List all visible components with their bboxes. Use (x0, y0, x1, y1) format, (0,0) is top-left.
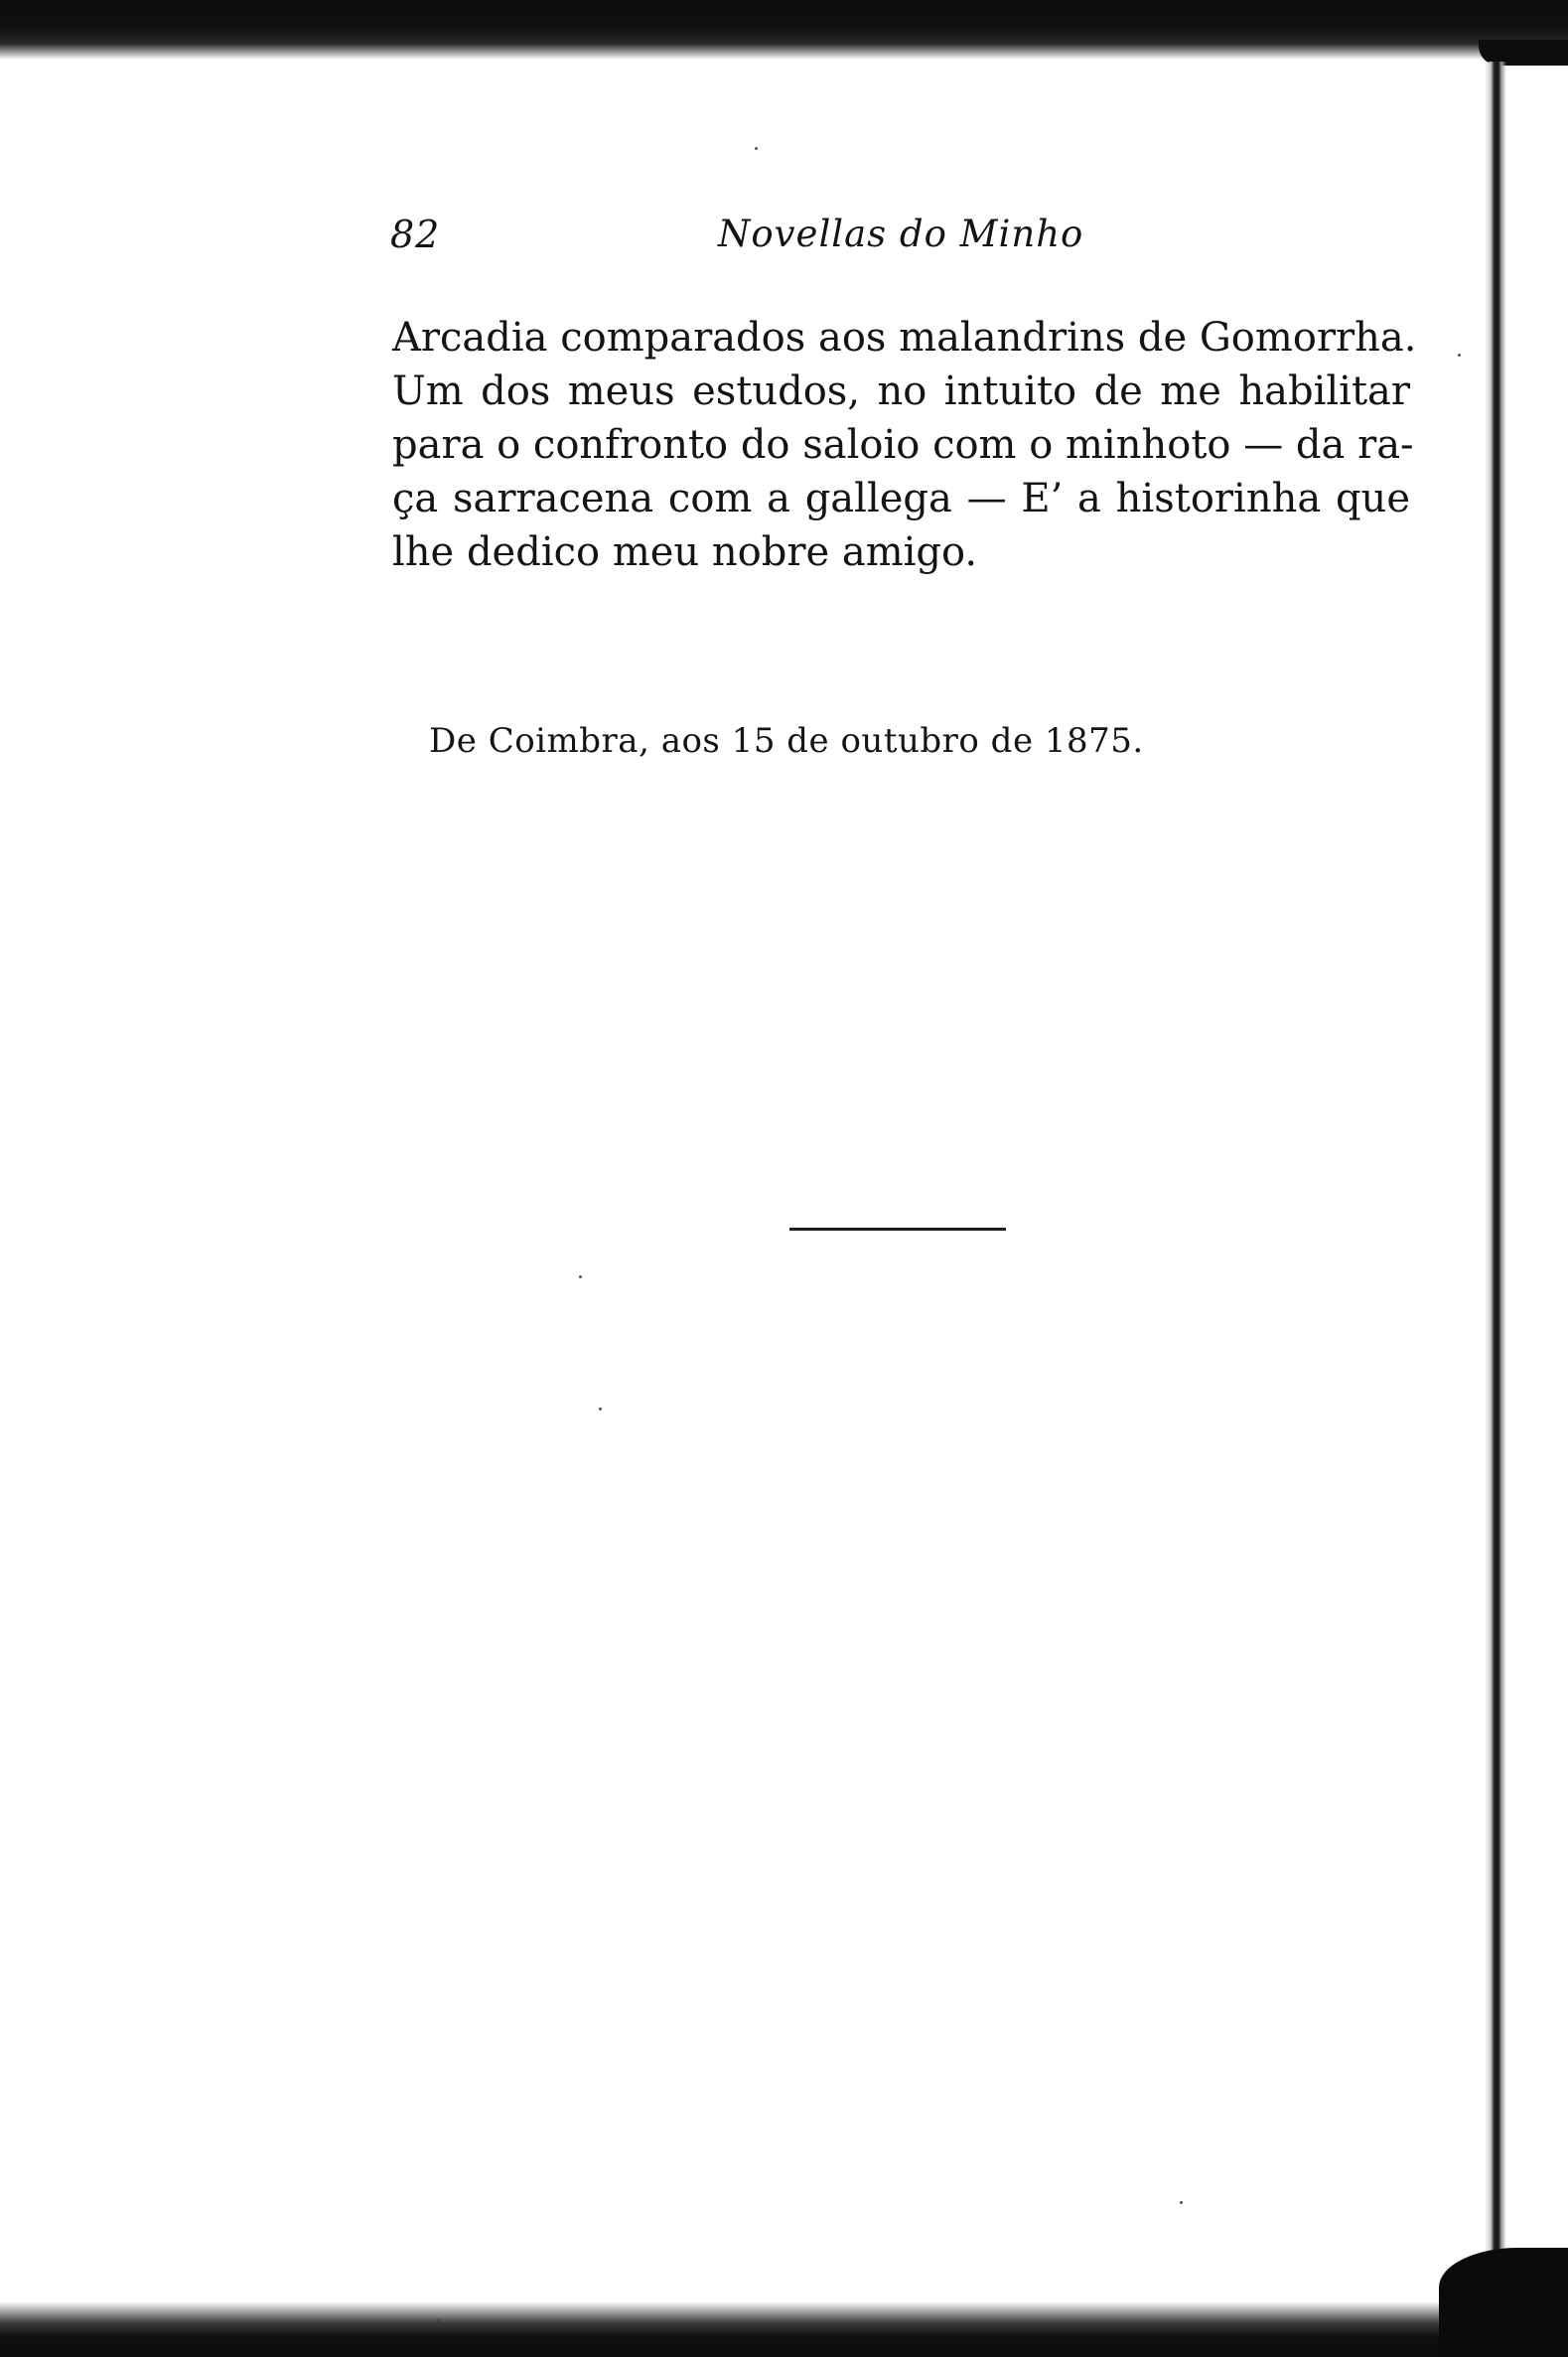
scan-edge-bottom (0, 2301, 1568, 2357)
dust-speck (1180, 2201, 1183, 2204)
page-number: 82 (390, 213, 441, 256)
text-line: Um dos meus estudos, no intuito de me habilitar (392, 368, 1410, 414)
text-line: ça sarracena com a gallega — E’ a historinha que (392, 476, 1410, 521)
dust-speck (579, 1275, 582, 1278)
text-line: para o confronto do saloio com o minhoto — da ra- (392, 422, 1414, 468)
scan-edge-top (0, 0, 1568, 60)
dateline: De Coimbra, aos 15 de outubro de 1875. (429, 721, 1144, 761)
running-title: Novellas do Minho (718, 213, 1084, 255)
body-paragraph (392, 311, 1417, 579)
running-head (390, 213, 1097, 272)
scan-corner-bottom-right (1439, 2248, 1568, 2357)
end-rule (789, 1228, 1006, 1231)
dust-speck (1458, 354, 1461, 357)
text-line: lhe dedico meu nobre amigo. (392, 529, 978, 575)
dust-speck (599, 1407, 602, 1410)
text-line: Arcadia comparados aos malandrins de Gomorrha. (392, 315, 1417, 361)
dust-speck (755, 147, 758, 150)
page-spine-shadow (1485, 62, 1506, 2296)
